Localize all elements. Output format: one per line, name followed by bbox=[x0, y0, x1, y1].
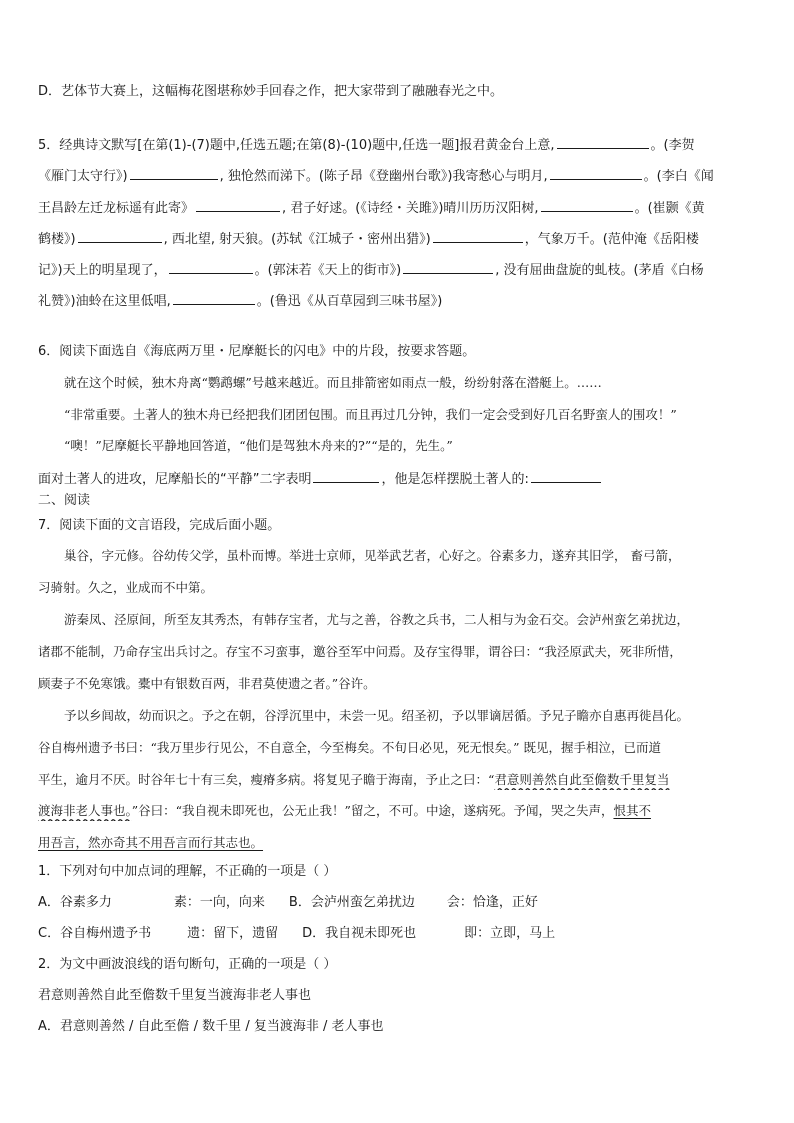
q5-text: 记》)天上的明星现了， bbox=[38, 263, 167, 278]
option-b-gloss: 会：恰逢，正好 bbox=[446, 895, 538, 910]
q5-line-1 bbox=[38, 134, 754, 156]
q5-line-5 bbox=[38, 259, 754, 281]
q6-passage-2: “非常重要。土著人的独木舟已经把我们团团包围。而且再过几分钟，我们一定会受到好几百名野蛮人的围攻！” bbox=[64, 407, 677, 422]
q6-text: ，他是怎样摆脱土著人的: bbox=[381, 472, 529, 487]
q7-sub2-sentence: 君意则善然自此至儋数千里复当渡海非老人事也 bbox=[38, 988, 312, 1003]
q5-text: , 独怆然而涕下。(陈子昂《登幽州台歌》)我寄愁心与明月, bbox=[219, 169, 548, 184]
q7-passage-c1: 予以乡闾故，幼而识之。予之在朝，谷浮沉里中，未尝一见。绍圣初，予以罪谪居循。予兄子瞻亦自惠再徙昌化。 bbox=[64, 708, 690, 723]
q5-text: , 没有屈曲盘旋的虬枝。(茅盾《白杨 bbox=[495, 263, 704, 278]
answer-blank[interactable] bbox=[130, 165, 218, 180]
q7-passage-c3 bbox=[38, 770, 754, 790]
answer-blank[interactable] bbox=[550, 165, 642, 180]
q7-sub2-stem: 2．为文中画波浪线的语句断句，正确的一项是（ ） bbox=[38, 957, 337, 972]
option-d[interactable]: D．我自视未即死也 bbox=[302, 926, 417, 941]
q5-text: 礼赞》)油蛉在这里低唱, bbox=[38, 294, 171, 309]
q7-sub2-option-a[interactable]: A．君意则善然 / 自此至儋 / 数千里 / 复当渡海非 / 老人事也 bbox=[38, 1019, 384, 1034]
q5-text: ，气象万千。(范仲淹《岳阳楼 bbox=[524, 232, 699, 247]
wavy-underlined-text: 渡海非老人事也。 bbox=[38, 803, 132, 818]
q5-line-2 bbox=[38, 165, 754, 187]
q7-passage-a2: 习骑射。久之，业成而不中第。 bbox=[38, 580, 214, 595]
q6-question bbox=[38, 468, 754, 490]
q5-line-4 bbox=[38, 228, 754, 250]
q5-line-3 bbox=[38, 197, 754, 219]
answer-blank[interactable] bbox=[531, 468, 601, 483]
answer-blank[interactable] bbox=[403, 259, 493, 274]
option-a[interactable]: A．谷素多力 bbox=[38, 895, 112, 910]
q5-text: 。(郭沫若《天上的街市》) bbox=[254, 263, 402, 278]
underlined-text: 恨其不 bbox=[613, 803, 651, 818]
q5-text: 鹤楼》) bbox=[38, 232, 76, 247]
option-c[interactable]: C．谷自梅州遗予书 bbox=[38, 926, 152, 941]
q7-sub1-stem: 1．下列对句中加点词的理解，不正确的一项是（ ） bbox=[38, 864, 337, 879]
q6-text: 面对土著人的进攻，尼摩船长的“平静”二字表明 bbox=[38, 472, 312, 487]
q7-sub1-options-cd bbox=[38, 924, 754, 944]
q5-text: 。(鲁迅《从百草园到三味书屋》) bbox=[256, 294, 443, 309]
q7-passage-c5 bbox=[38, 833, 754, 853]
q5-text: , 西北望, 射天狼。(苏轼《江城子・密州出猎》) bbox=[163, 232, 431, 247]
answer-blank[interactable] bbox=[433, 228, 523, 243]
answer-blank[interactable] bbox=[541, 197, 633, 212]
q5-text: 《雁门太守行》) bbox=[38, 169, 128, 184]
option-d-gloss: 即：立即，马上 bbox=[464, 926, 556, 941]
q5-line-6 bbox=[38, 290, 754, 312]
q7-passage-b2: 诸郡不能制，乃命存宝出兵讨之。存宝不习蛮事，邀谷至军中问焉。及存宝得罪，谓谷曰：“我泾原武夫，死非所惜， bbox=[38, 644, 682, 659]
q7-passage-b3: 顾妻子不免寒饿。橐中有银数百两，非君莫使遗之者。”谷许。 bbox=[38, 676, 376, 691]
q5-text: 5．经典诗文默写[在第(1)-(7)题中,任选五题;在第(8)-(10)题中,任选一题]报君黄金台上意, bbox=[38, 138, 555, 153]
q6-passage-3: “噢！”尼摩艇长平静地回答道，“他们是驾独木舟来的?”“是的，先生。” bbox=[64, 438, 453, 453]
answer-blank[interactable] bbox=[78, 228, 162, 243]
underlined-text: 用吾言，然亦奇其不用吾言而行其志也。 bbox=[38, 835, 264, 850]
q7-passage-c4 bbox=[38, 801, 754, 821]
q7-passage-a1: 巢谷，字元修。谷幼传父学，虽朴而博。举进士京师，见举武艺者，心好之。谷素多力，遂弃其旧学， 畜弓箭， bbox=[64, 548, 681, 563]
option-a-gloss: 素：一向，向来 bbox=[173, 895, 265, 910]
answer-blank[interactable] bbox=[169, 259, 253, 274]
section-heading: 二、阅读 bbox=[38, 493, 91, 508]
q5-text: 。(崔颢《黄 bbox=[634, 201, 705, 216]
answer-blank[interactable] bbox=[196, 197, 280, 212]
answer-blank[interactable] bbox=[173, 290, 255, 305]
option-b[interactable]: B．会泸州蛮乞弟扰边 bbox=[288, 895, 415, 910]
passage-text: ”谷曰：“我自视未即死也，公无止我！”留之，不可。中途，遂病死。予闻，哭之失声， bbox=[131, 803, 614, 818]
option-c-gloss: 遗：留下，遗留 bbox=[187, 926, 279, 941]
q4-option-d: D．艺体节大赛上，这幅梅花图堪称妙手回春之作，把大家带到了融融春光之中。 bbox=[38, 84, 504, 99]
q7-stem: 7．阅读下面的文言语段，完成后面小题。 bbox=[38, 518, 281, 533]
q5-text: 。(李白《闻 bbox=[643, 169, 714, 184]
q5-text: , 君子好逑。(《诗经・关雎》)晴川历历汉阳树, bbox=[282, 201, 539, 216]
wavy-underlined-text: 君意则善然自此至儋数千里复当 bbox=[494, 772, 670, 787]
answer-blank[interactable] bbox=[313, 468, 379, 483]
q7-passage-c2: 谷自梅州遗予书曰：“我万里步行见公，不自意全，今至梅矣。不旬日必见，死无恨矣。” 既见，握手相泣，已而道 bbox=[38, 740, 662, 755]
q6-stem: 6．阅读下面选自《海底两万里・尼摩艇长的闪电》中的片段，按要求答题。 bbox=[38, 344, 476, 359]
passage-text: 平生，逾月不厌。时谷年七十有三矣，瘦瘠多病。将复见子瞻于海南，予止之曰：“ bbox=[38, 772, 495, 787]
q7-sub1-options-ab bbox=[38, 893, 754, 913]
answer-blank[interactable] bbox=[557, 134, 649, 149]
q6-passage-1: 就在这个时候，独木舟离“鹦鹉螺”号越来越近。而且排箭密如雨点一般，纷纷射落在潜艇上。…… bbox=[64, 375, 602, 390]
q5-text: 王昌龄左迁龙标遥有此寄》 bbox=[38, 201, 195, 216]
q5-text: 。(李贺 bbox=[650, 138, 695, 153]
q7-passage-b1: 游秦凤、泾原间，所至友其秀杰，有韩存宝者，尤与之善，谷教之兵书，二人相与为金石交。会泸州蛮乞弟扰边， bbox=[64, 612, 690, 627]
